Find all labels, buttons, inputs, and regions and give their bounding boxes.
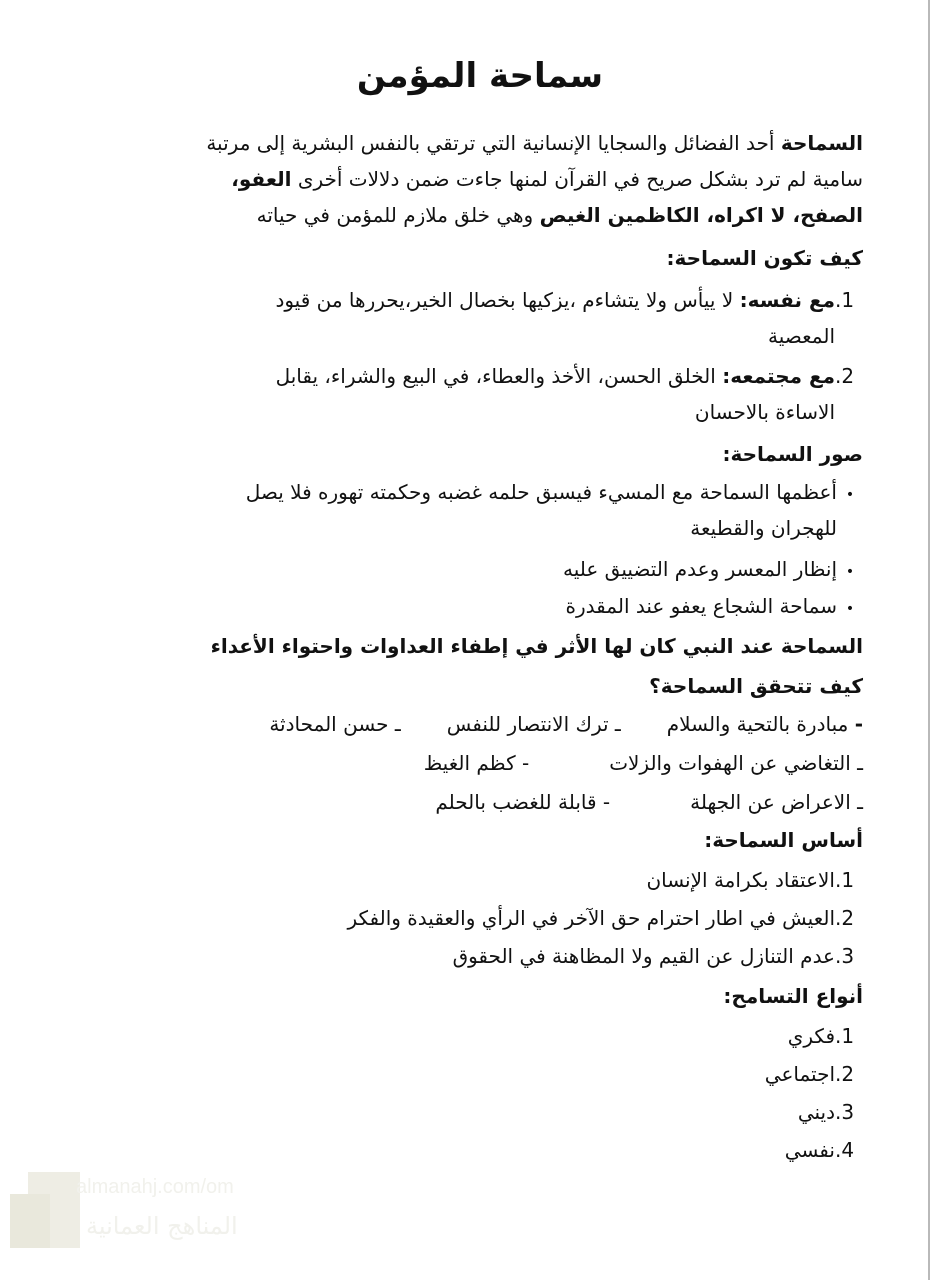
list-number: 1.	[835, 288, 855, 312]
achieve-row-1	[269, 706, 863, 742]
intro-line-2	[231, 161, 863, 197]
list-number: 2.	[835, 906, 855, 930]
list-item	[788, 1018, 863, 1054]
intro-line-2-text: سامية لم ترد بشكل صريح في القرآن لمنها جاءت ضمن دلالات أخرى	[297, 167, 863, 191]
list-item	[347, 900, 863, 936]
list-number: 1.	[835, 868, 855, 892]
list-item	[798, 1094, 863, 1130]
bullet-item	[246, 474, 863, 513]
intro-line-1	[206, 125, 863, 161]
bullet-item-continuation: للهجران والقطيعة	[690, 516, 837, 540]
achieve-item: ـ حسن المحادثة	[269, 712, 401, 736]
list-item	[785, 1132, 863, 1168]
list-item-text: اجتماعي	[764, 1062, 835, 1086]
bullet-icon: •	[845, 601, 855, 617]
watermark-arabic: المناهج العمانية	[86, 1212, 238, 1240]
section-heading-foundations: أساس السماحة:	[704, 828, 863, 852]
section-heading-how-forms: كيف تكون السماحة:	[666, 246, 863, 270]
list-item	[453, 938, 863, 974]
intro-line-2-term: العفو،	[231, 167, 292, 191]
list-number: 2.	[835, 1062, 855, 1086]
watermark	[10, 1172, 250, 1252]
watermark-url: almanahj.com/om	[76, 1176, 234, 1198]
list-item-term: مع نفسه:	[739, 288, 835, 312]
intro-line-1-text: أحد الفضائل والسجايا الإنسانية التي ترتقي بالنفس البشرية إلى مرتبة	[206, 131, 775, 155]
achieve-row-3	[435, 784, 863, 820]
list-item-term: مع مجتمعه:	[722, 364, 835, 388]
intro-lead-term: السماحة	[780, 131, 863, 155]
bullet-icon: •	[845, 487, 855, 503]
achieve-item: ـ ترك الانتصار للنفس	[446, 712, 621, 736]
achieve-item: مبادرة بالتحية والسلام	[666, 712, 849, 736]
bullet-item-text: سماحة الشجاع يعفو عند المقدرة	[565, 594, 837, 618]
bullet-item-text: إنظار المعسر وعدم التضييق عليه	[562, 557, 837, 581]
intro-line-3-text: وهي خلق ملازم للمؤمن في حياته	[256, 203, 534, 227]
bullet-item	[563, 551, 863, 590]
list-item-text: عدم التنازل عن القيم ولا المظاهنة في الحقوق	[452, 944, 835, 968]
bullet-item	[566, 588, 863, 627]
achieve-item: ـ الاعراض عن الجهلة	[690, 790, 863, 814]
prophet-statement: السماحة عند النبي كان لها الأثر في إطفاء العداوات واحتواء الأعداء	[210, 634, 863, 658]
intro-line-3-terms: الصفح، لا اكراه، الكاظمين الغيص	[539, 203, 863, 227]
achieve-item: ـ التغاضي عن الهفوات والزلات	[609, 751, 863, 775]
list-number: 1.	[835, 1024, 855, 1048]
list-item	[646, 862, 863, 898]
list-number: 2.	[835, 364, 855, 388]
list-item-continuation: الاساءة بالاحسان	[694, 400, 835, 424]
list-number: 4.	[835, 1138, 855, 1162]
achieve-item: - قابلة للغضب بالحلم	[435, 790, 611, 814]
list-item-continuation: المعصية	[768, 324, 835, 348]
section-heading-how-achieve: كيف تتحقق السماحة؟	[649, 674, 863, 698]
list-item-text: فكري	[787, 1024, 835, 1048]
section-heading-types: أنواع التسامح:	[723, 984, 863, 1008]
list-number: 3.	[835, 944, 855, 968]
intro-line-3	[257, 197, 863, 233]
list-item-text: العيش في اطار احترام حق الآخر في الرأي والعقيدة والفكر	[347, 906, 835, 930]
section-heading-images: صور السماحة:	[722, 442, 863, 466]
list-item	[765, 1056, 863, 1092]
list-item-text: نفسي	[784, 1138, 835, 1162]
achieve-dash: -	[854, 712, 863, 736]
list-item-text: ديني	[797, 1100, 835, 1124]
page-title: سماحة المؤمن	[356, 56, 604, 96]
achieve-row-2	[424, 745, 863, 781]
watermark-logo-block	[10, 1194, 50, 1248]
achieve-item: - كظم الغيظ	[423, 751, 530, 775]
list-item	[276, 358, 863, 394]
list-item-text: الاعتقاد بكرامة الإنسان	[646, 868, 835, 892]
list-number: 3.	[835, 1100, 855, 1124]
list-item-text: الخلق الحسن، الأخذ والعطاء، في البيع والشراء، يقابل	[275, 364, 716, 388]
bullet-icon: •	[845, 564, 855, 580]
list-item	[275, 282, 863, 318]
list-item-text: لا ييأس ولا يتشاءم ،يزكيها بخصال الخير،يحررها من قيود	[275, 288, 734, 312]
bullet-item-text: أعظمها السماحة مع المسيء فيسبق حلمه غضبه وحكمته تهوره فلا يصل	[245, 480, 837, 504]
